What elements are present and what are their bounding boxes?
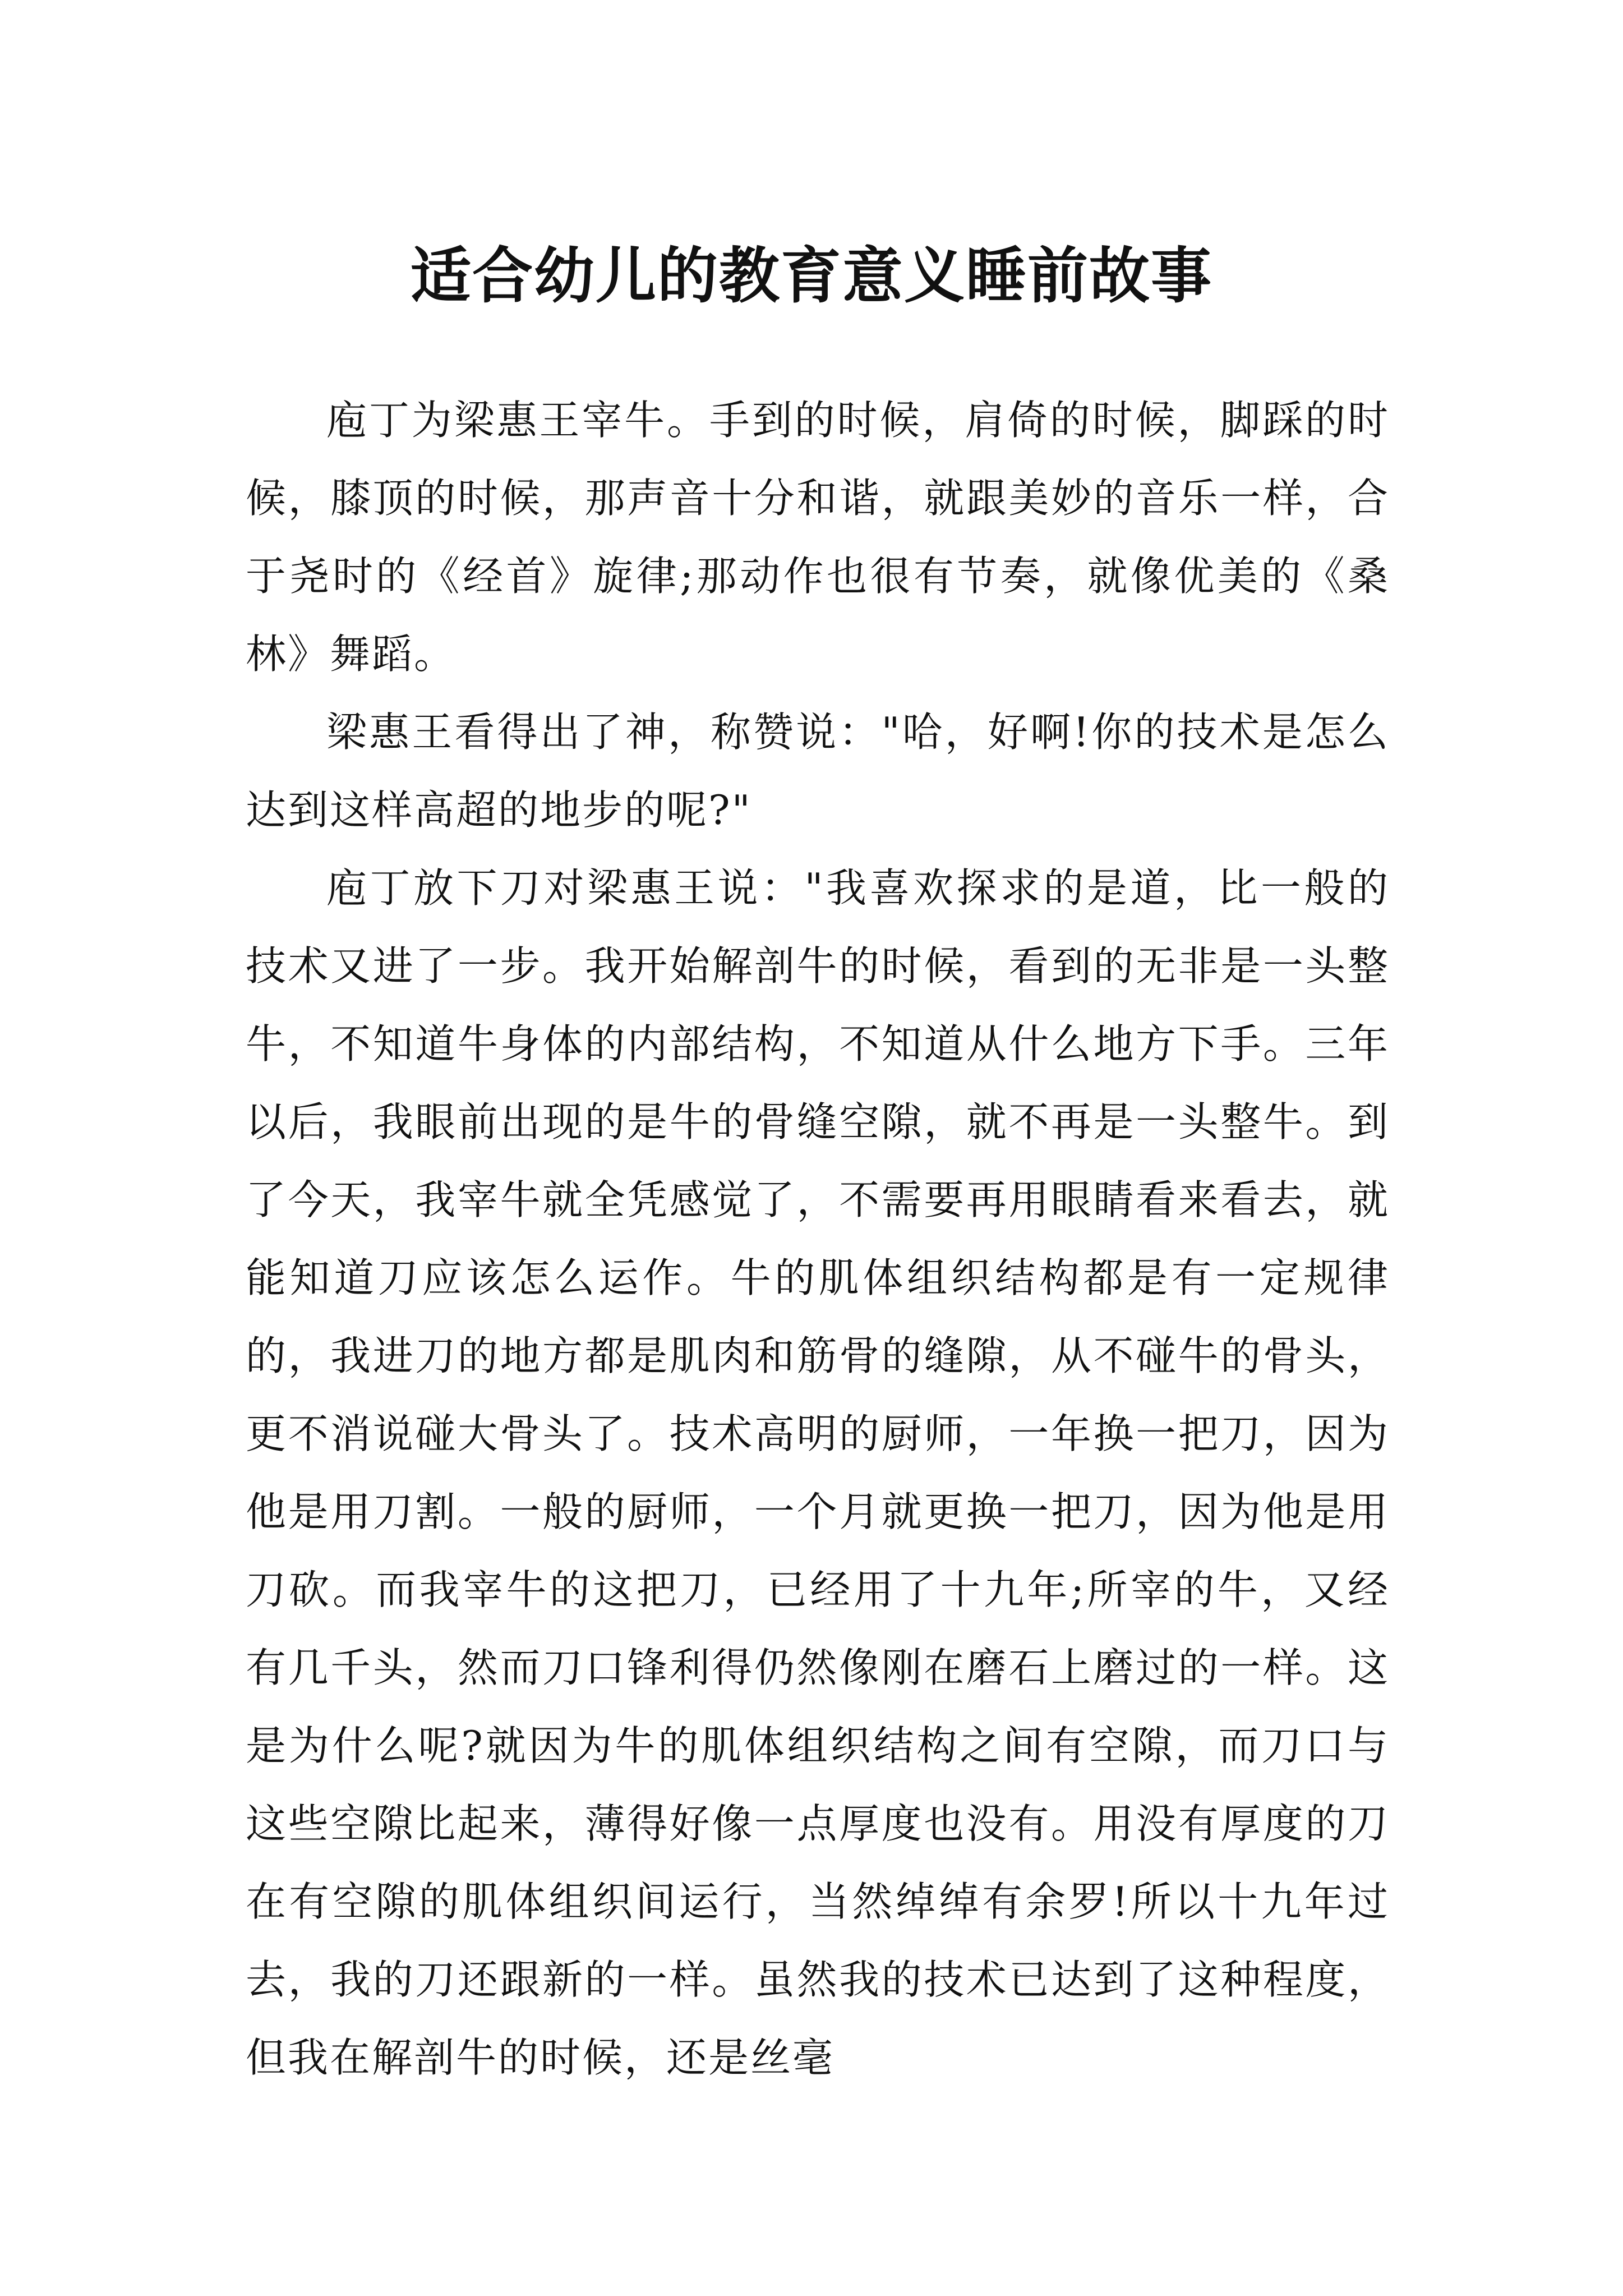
paragraph: 庖丁为梁惠王宰牛。手到的时候，肩倚的时候，脚踩的时候，膝顶的时候，那声音十分和谐，就跟美妙的音乐一样，合于尧时的《经首》旋律;那动作也很有节奏，就像优美的《桑林》舞蹈。: [246, 397, 1390, 678]
paragraph: 庖丁放下刀对梁惠王说："我喜欢探求的是道，比一般的技术又进了一步。我开始解剖牛的时候，看到的无非是一头整牛，不知道牛身体的内部结构，不知道从什么地方下手。三年以后，我眼前出现的是牛的骨缝空隙，就不再是一头整牛。到了今天，我宰牛就全凭感觉了，不需要再用眼睛看来看去，就能知道刀应该怎么运作。牛的肌体组织结构都是有一定规律的，我进刀的地方都是肌肉和筋骨的缝隙，从不碰牛的骨头，更不消说碰大骨头了。技术高明的厨师，一年换一把刀，因为他是用刀割。一般的厨师，一个月就更换一把刀，因为他是用刀砍。而我宰牛的这把刀，已经用了十九年;所宰的牛，又经有几千头，然而刀口锋利得仍然像刚在磨石上磨过的一样。这是为什么呢?就因为牛的肌体组织结构之间有空隙，而刀口与这些空隙比起来，薄得好像一点厚度也没有。用没有厚度的刀在有空隙的肌体组织间运行，当然绰绰有余罗!所以十九年过去，我的刀还跟新的一样。虽然我的技术已达到了这种程度，但我在解剖牛的时候，还是丝毫: [246, 864, 1390, 2081]
paragraph: 梁惠王看得出了神，称赞说："哈，好啊!你的技术是怎么达到这样高超的地步的呢?": [246, 708, 1390, 834]
page-title: 适合幼儿的教育意义睡前故事: [410, 241, 1212, 312]
story-body: [246, 381, 1390, 2097]
